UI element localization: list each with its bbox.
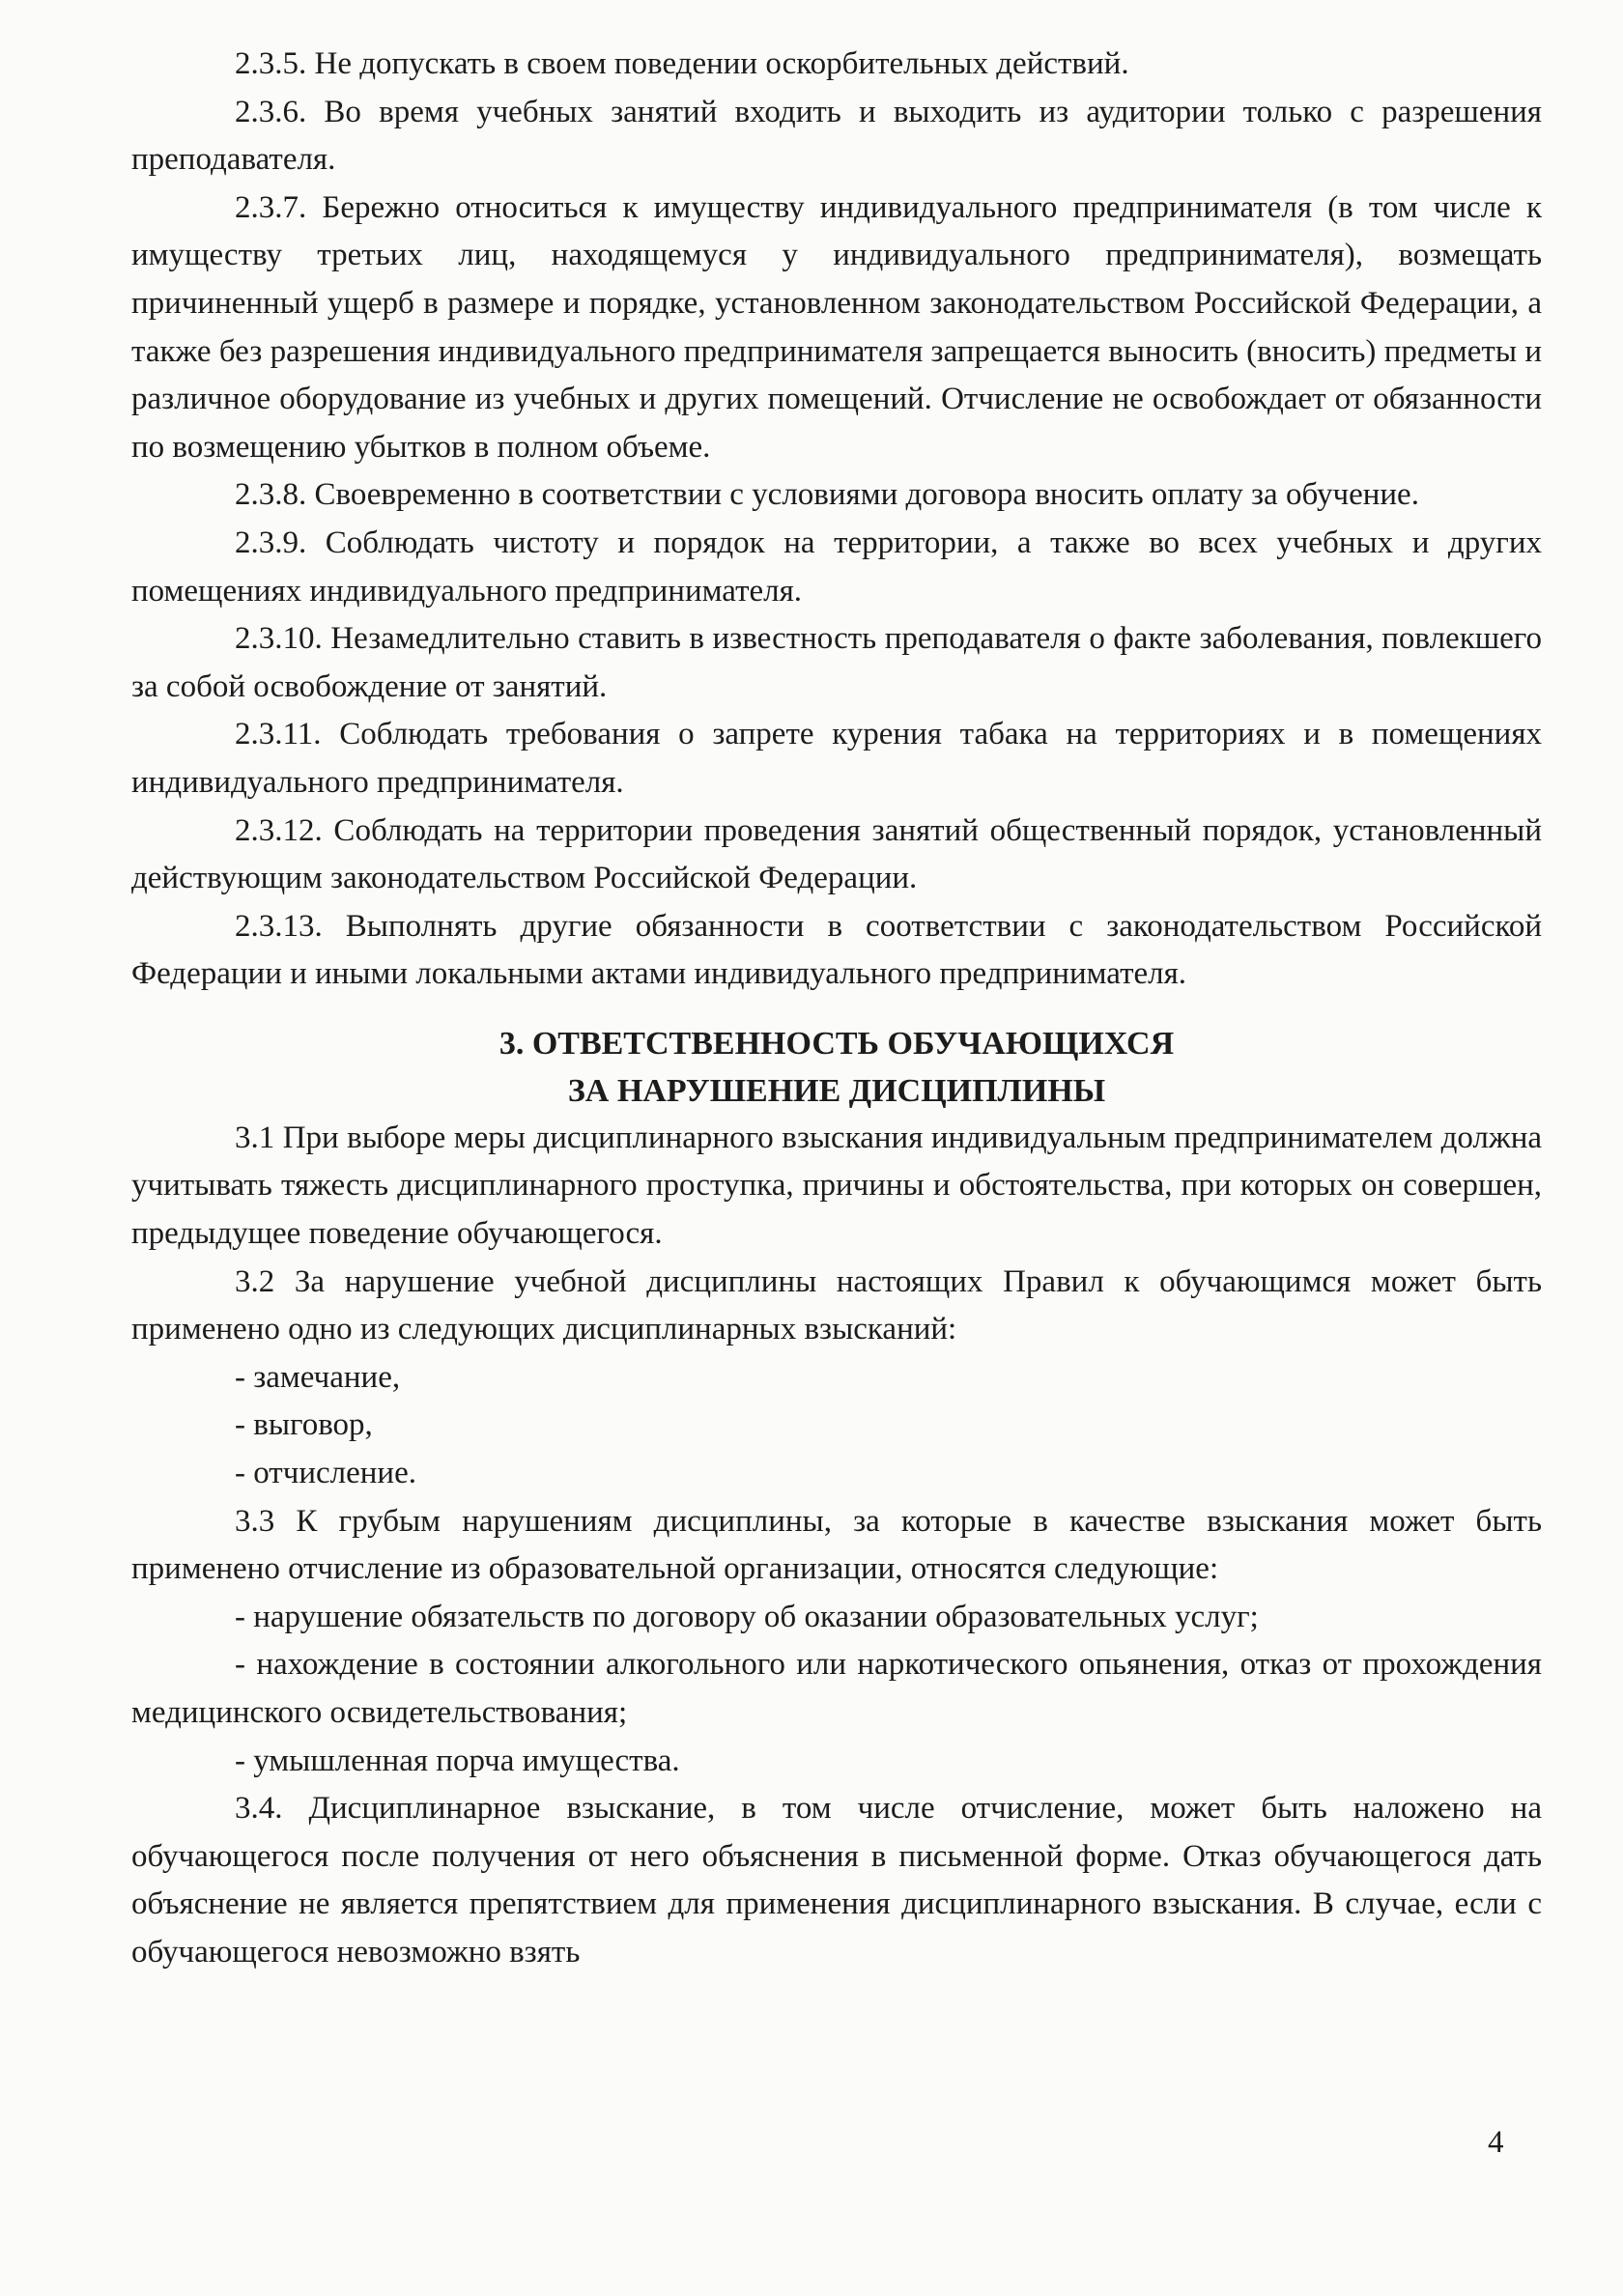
- paragraph-2-3-9: 2.3.9. Соблюдать чистоту и порядок на территории, а также во всех учебных и других помещениях индивидуального предпринимателя.: [131, 524, 1542, 609]
- paragraph-2-3-12: 2.3.12. Соблюдать на территории проведения занятий общественный порядок, установленный действующим законодательством Российской Федерации.: [131, 812, 1542, 896]
- section-3-heading-line1: 3. ОТВЕТСТВЕННОСТЬ ОБУЧАЮЩИХСЯ: [498, 1025, 1175, 1062]
- list-item-property-damage: - умышленная порча имущества.: [235, 1743, 680, 1778]
- list-item-reprimand-remark: - замечание,: [235, 1359, 401, 1395]
- paragraph-2-3-7: 2.3.7. Бережно относиться к имуществу индивидуального предпринимателя (в том числе к имуществу третьих лиц, находящемуся у индивидуального предпринимателя), возмещать причиненный ущерб в размере и порядке, установленном законодательством Российской Федерации, а также без разрешения индивидуального предпринимателя запрещается выносить (вносить) предметы и различное оборудование из учебных и других помещений. Отчисление не освобождает от обязанности по возмещению убытков в полном объеме.: [131, 189, 1542, 465]
- section-3-heading: [131, 1020, 1542, 1115]
- paragraph-3-4: 3.4. Дисциплинарное взыскание, в том числе отчисление, может быть наложено на обучающегося после получения от него объяснения в письменной форме. Отказ обучающегося дать объяснение не является препятствием для применения дисциплинарного взыскания. В случае, если с обучающегося невозможно взять: [131, 1791, 1542, 1970]
- paragraph-2-3-10: 2.3.10. Незамедлительно ставить в известность преподавателя о факте заболевания, повлекшего за собой освобождение от занятий.: [131, 621, 1542, 704]
- paragraph-2-3-13: 2.3.13. Выполнять другие обязанности в соответствии с законодательством Российской Федерации и иными локальными актами индивидуального предпринимателя.: [131, 908, 1542, 992]
- list-item-contract-violation: - нарушение обязательств по договору об оказании образовательных услуг;: [235, 1599, 1259, 1634]
- page-number: 4: [1488, 2125, 1504, 2160]
- paragraph-3-1: 3.1 При выборе меры дисциплинарного взыскания индивидуальным предпринимателем должна учитывать тяжесть дисциплинарного проступка, причины и обстоятельства, при которых он совершен, предыдущее поведение обучающегося.: [131, 1120, 1542, 1252]
- paragraph-2-3-11: 2.3.11. Соблюдать требования о запрете курения табака на территориях и в помещениях индивидуального предпринимателя.: [131, 717, 1542, 800]
- paragraph-3-3: 3.3 К грубым нарушениям дисциплины, за которые в качестве взыскания может быть применено отчисление из образовательной организации, относятся следующие:: [131, 1503, 1542, 1587]
- document-page: [131, 41, 1542, 1977]
- section-3-items: [131, 1115, 1542, 1977]
- section-3-heading-line2: ЗА НАРУШЕНИЕ ДИСЦИПЛИНЫ: [567, 1072, 1106, 1109]
- paragraph-2-3-8: 2.3.8. Своевременно в соответствии с условиями договора вносить оплату за обучение.: [235, 477, 1419, 513]
- section-2-3-items: [131, 41, 1542, 999]
- list-item-intoxication: - нахождение в состоянии алкогольного или наркотического опьянения, отказ от прохождения медицинского освидетельствования;: [131, 1647, 1542, 1730]
- list-item-reprimand: - выговор,: [235, 1407, 373, 1443]
- paragraph-2-3-5: 2.3.5. Не допускать в своем поведении оскорбительных действий.: [235, 46, 1129, 81]
- paragraph-2-3-6: 2.3.6. Во время учебных занятий входить и выходить из аудитории только с разрешения преподавателя.: [131, 94, 1542, 178]
- paragraph-3-2: 3.2 За нарушение учебной дисциплины настоящих Правил к обучающимся может быть применено одно из следующих дисциплинарных взысканий:: [131, 1263, 1542, 1347]
- list-item-expulsion: - отчисление.: [235, 1456, 416, 1491]
